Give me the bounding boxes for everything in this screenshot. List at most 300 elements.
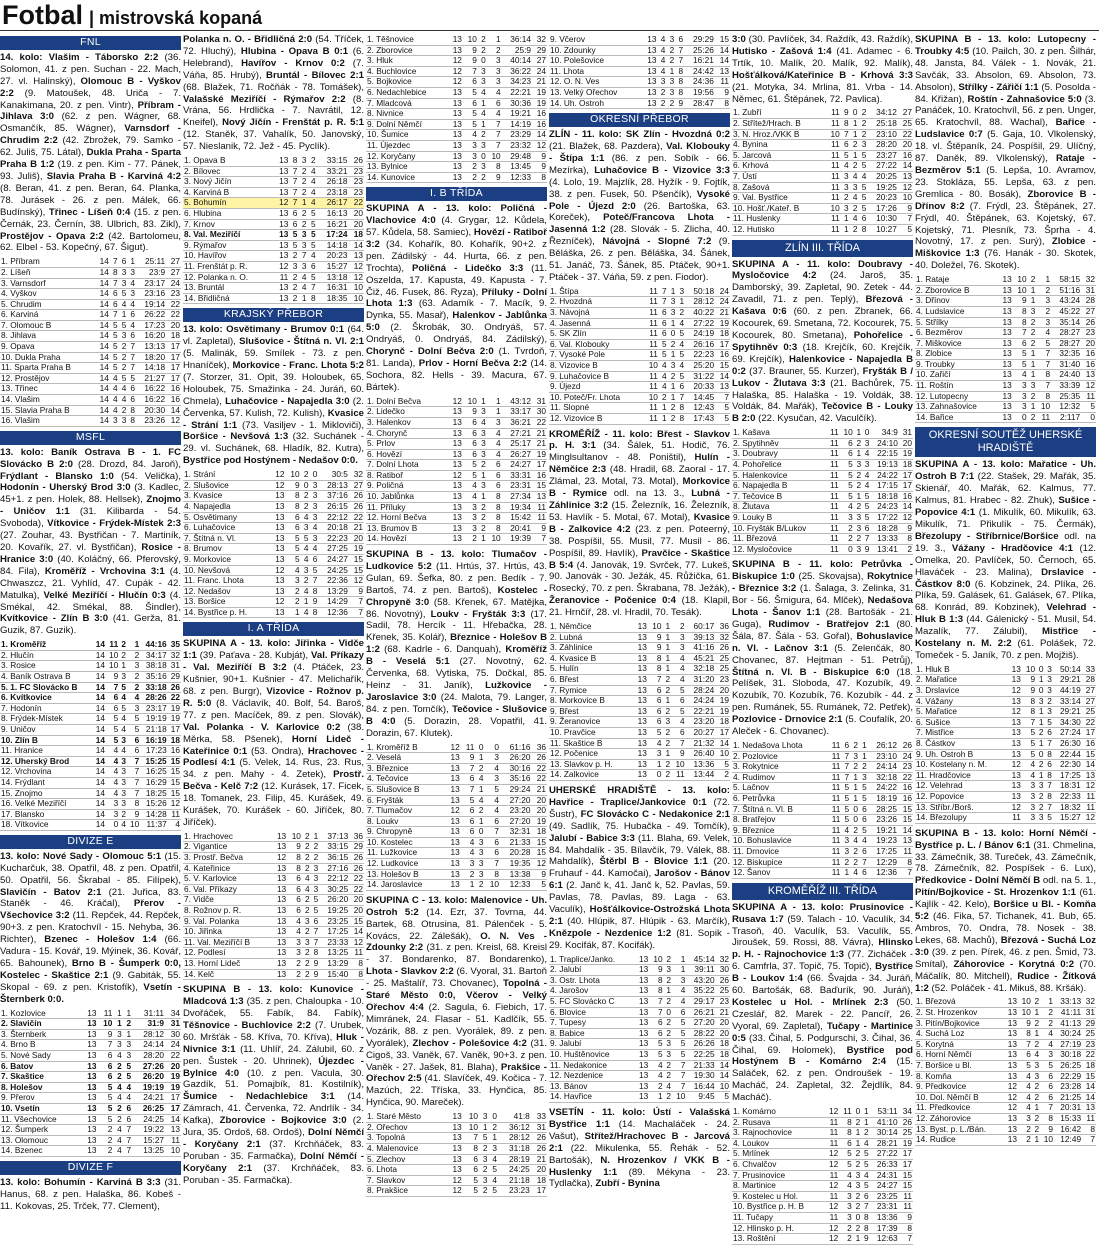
stat-cell: 6 bbox=[648, 696, 663, 707]
stat-cell: 4 bbox=[308, 251, 317, 262]
stat-cell: 30:5 bbox=[318, 470, 349, 480]
stat-cell: 2 bbox=[298, 209, 307, 220]
stat-cell: 4 bbox=[1018, 1103, 1032, 1114]
stat-cell: 22:30 bbox=[1053, 760, 1082, 771]
standings-row bbox=[732, 203, 913, 214]
stat-cell: 15 bbox=[349, 916, 364, 927]
stat-cell: 12 bbox=[168, 799, 181, 810]
stat-cell: 5 bbox=[119, 703, 127, 714]
team-name: 4. Karviná B bbox=[183, 187, 274, 198]
stat-cell: 29:21 bbox=[1053, 707, 1082, 718]
stat-cell: 2 bbox=[657, 87, 666, 98]
team-name: 1. Štípa bbox=[549, 287, 644, 297]
stat-cell: 2 bbox=[664, 955, 672, 965]
match-report: SKUPINA A - 13. kolo: Jiřinka - Vidče 1:1 (39. Paťava - 28. Kubját), Val. Příkazy - Val. Meziříčí B 3:2 (4. Ptáček, 23. Kušnier, 90+1. Kušnier - 47. Melichařík, 68. z pen. Burgr), Vizovice - Rožnov p. R. 5:0 (8. Václavík, 40. Bolf, 54. Baroš, 77. z pen. Macíček, 89. z pen. Slovák), Val. Polanka - V. Karlovice 0:2 (38. Měrka, 58. Pšenek), Horní Lideč - Kateřinice 0:1 (53. Ondra), Hrachovec - Podlesí 4:1 (5. Velek, 14. Rus, 23. Rus, 34. z pen. Mahy - 4. Zetek), Prostř. Bečva - Kelč 7:2 (12. Kurásek, 17. Ficek, 18. Tomanek, 23. Filip, 45. Kurášek, 49. Kurášek, 70. Kurášek - 60. Jiříček, 80. Jiříček). bbox=[183, 638, 365, 828]
stat-cell: 58:15 bbox=[1051, 275, 1081, 285]
stat-cell: 2 bbox=[662, 685, 671, 696]
stat-cell: 18 bbox=[166, 331, 181, 342]
team-name: 13. Třinec bbox=[0, 384, 95, 395]
standings-row bbox=[549, 1060, 730, 1071]
stat-cell: 13 bbox=[633, 622, 648, 632]
stat-cell: 2 bbox=[850, 224, 859, 235]
stat-cell: 1 bbox=[853, 1138, 861, 1149]
stat-cell: 5 bbox=[463, 119, 478, 130]
stat-cell: 3 bbox=[298, 230, 307, 241]
stat-cell: 16:29 bbox=[140, 777, 167, 788]
stat-cell: 7 bbox=[487, 140, 502, 151]
stat-cell: 21 bbox=[531, 784, 547, 795]
stat-cell: 14 bbox=[93, 799, 106, 810]
stat-cell: 0 bbox=[850, 815, 859, 826]
team-name: 6. Hovězí bbox=[366, 449, 448, 460]
standings-table bbox=[549, 35, 730, 109]
stat-cell: 4 bbox=[119, 693, 127, 704]
stat-cell: 3 bbox=[1036, 317, 1051, 328]
stat-cell: 23:26 bbox=[868, 815, 898, 826]
stat-cell: 13 bbox=[1004, 1113, 1018, 1124]
stat-cell: 13 bbox=[1082, 1103, 1096, 1114]
stat-cell: 4 bbox=[858, 172, 867, 183]
stat-cell: 3 bbox=[311, 874, 320, 885]
standings-row bbox=[366, 837, 547, 848]
stat-cell: 11 bbox=[1082, 791, 1096, 802]
standings-row bbox=[549, 361, 730, 372]
stat-cell: 2 bbox=[1028, 317, 1037, 328]
stat-cell: 14 bbox=[93, 746, 106, 757]
stat-cell: 23:20 bbox=[500, 806, 531, 817]
stat-cell: 4 bbox=[478, 87, 487, 98]
stat-cell: 7 bbox=[659, 297, 668, 308]
stat-cell: 26 bbox=[349, 491, 364, 502]
team-name: 7. Miškovice bbox=[915, 338, 998, 349]
stat-cell: 13 bbox=[270, 491, 285, 502]
stat-cell: 14 bbox=[93, 809, 106, 820]
stat-cell: 6 bbox=[487, 460, 502, 471]
stat-cell: 21 bbox=[532, 428, 547, 439]
standings-row bbox=[915, 791, 1096, 802]
stat-cell: 4 bbox=[168, 820, 181, 831]
stat-cell: 7 bbox=[485, 859, 501, 870]
stat-cell: 1 bbox=[853, 1234, 861, 1245]
team-name: 11. Hradčovice bbox=[915, 770, 1008, 781]
standings-row bbox=[183, 187, 364, 198]
stat-cell: 6 bbox=[289, 219, 298, 230]
team-name: 1. Nedašova Lhota bbox=[732, 741, 827, 751]
stat-cell: 3 bbox=[664, 1050, 672, 1061]
stat-cell: 14 bbox=[95, 373, 110, 384]
standings-row bbox=[915, 707, 1096, 718]
stat-cell: 4 bbox=[113, 1135, 122, 1146]
team-name: 10. Nevšová bbox=[183, 565, 270, 576]
stat-cell: 13 bbox=[448, 87, 463, 98]
stat-cell: 8 bbox=[1036, 391, 1051, 402]
stat-cell: 4 bbox=[485, 806, 501, 817]
team-name: 9. Újezd bbox=[549, 382, 644, 393]
stat-cell: 11 bbox=[644, 350, 659, 361]
stat-cell: 4 bbox=[106, 788, 119, 799]
stat-cell: 1 bbox=[311, 832, 320, 842]
stat-cell: 5 bbox=[531, 880, 547, 891]
stat-cell: 3 bbox=[479, 1112, 489, 1122]
stat-cell: 14 bbox=[532, 130, 547, 141]
stat-cell: 4 bbox=[862, 449, 870, 460]
stat-cell: 3 bbox=[478, 407, 487, 418]
stat-cell: 13 bbox=[998, 317, 1013, 328]
stat-cell: 14 bbox=[95, 384, 110, 395]
stat-cell: 11 bbox=[827, 868, 841, 879]
standings-row bbox=[366, 428, 547, 439]
team-name: 4. Pohořelice bbox=[732, 460, 826, 471]
stat-cell: 4 bbox=[127, 693, 140, 704]
stat-cell: 5 bbox=[672, 1050, 686, 1061]
stat-cell: 3 bbox=[478, 66, 487, 77]
stat-cell: 1 bbox=[1028, 285, 1037, 296]
stat-cell: 7 bbox=[1018, 1039, 1032, 1050]
stat-cell: 2 bbox=[657, 98, 666, 109]
stat-cell: 14 bbox=[93, 650, 106, 661]
stat-cell: 2 bbox=[1032, 1018, 1040, 1029]
standings-row bbox=[366, 1186, 547, 1197]
stat-cell: 2 bbox=[853, 1160, 861, 1171]
standings-row bbox=[0, 278, 181, 289]
team-name: 9. Val. Polanka bbox=[183, 916, 272, 927]
team-name: 12. Prostějov bbox=[0, 373, 95, 384]
stat-cell: 5 bbox=[110, 342, 119, 353]
stat-cell: 2 bbox=[859, 762, 868, 773]
stat-cell: 32 bbox=[1081, 275, 1096, 285]
stat-cell: 22:33 bbox=[1053, 791, 1082, 802]
stat-cell: 8 bbox=[1013, 317, 1028, 328]
stat-cell: 31 bbox=[168, 661, 181, 672]
stat-cell: 1 bbox=[478, 98, 487, 109]
stat-cell: 3 bbox=[1044, 707, 1052, 718]
stat-cell: 16 bbox=[1082, 739, 1096, 750]
team-name: 14. Uh. Ostroh bbox=[549, 98, 642, 109]
stat-cell: 8 bbox=[286, 491, 301, 502]
stat-cell: 33:21 bbox=[317, 166, 349, 177]
stat-cell: 14 bbox=[95, 342, 110, 353]
stat-cell: 2 bbox=[119, 640, 127, 650]
stat-cell: 3 bbox=[662, 717, 671, 728]
stat-cell: 7 bbox=[311, 937, 320, 948]
stat-cell: 3 bbox=[301, 565, 310, 576]
standings-row bbox=[183, 832, 364, 842]
stat-cell: 23:10 bbox=[867, 129, 898, 140]
stat-cell: 13 bbox=[272, 832, 287, 842]
standings-row bbox=[732, 119, 913, 130]
stat-cell: 34:23 bbox=[502, 77, 532, 88]
stat-cell: 2 bbox=[850, 825, 859, 836]
stat-cell: 11 bbox=[98, 1009, 114, 1019]
stat-cell: 7 bbox=[649, 997, 663, 1008]
stat-cell: 41:10 bbox=[870, 1117, 899, 1128]
stat-cell: 2 bbox=[668, 413, 677, 424]
stat-cell: 11 bbox=[644, 403, 659, 414]
stat-cell: 5 bbox=[123, 1072, 132, 1083]
stat-cell: 13 bbox=[448, 460, 463, 471]
stat-cell: 7 bbox=[1044, 739, 1052, 750]
stat-cell: 26:27 bbox=[502, 449, 532, 460]
stat-cell: 2 bbox=[487, 45, 502, 56]
stat-cell: 5 bbox=[1013, 359, 1028, 370]
stat-cell: 2 bbox=[839, 1234, 853, 1245]
stat-cell: 6 bbox=[461, 827, 476, 838]
stat-cell: 5 bbox=[659, 339, 668, 350]
team-name: 7. Ústí bbox=[732, 172, 826, 183]
stat-cell: 5 bbox=[1022, 749, 1036, 760]
stat-cell: 9 bbox=[532, 151, 547, 162]
team-name: 8. Frýdek-Místek bbox=[0, 714, 93, 725]
standings-row bbox=[732, 751, 913, 762]
team-name: 12. Hutisko bbox=[732, 224, 826, 235]
stat-cell: 4 bbox=[850, 836, 859, 847]
stat-cell: 10 bbox=[716, 1081, 730, 1092]
stat-cell: 18:18 bbox=[870, 491, 899, 502]
stat-cell: 2 bbox=[715, 770, 730, 781]
stat-cell: 7 bbox=[672, 1071, 686, 1082]
standings-row bbox=[0, 788, 181, 799]
standings-row bbox=[732, 1181, 913, 1192]
stat-cell: 13 bbox=[635, 986, 649, 997]
stat-cell: 1 bbox=[1032, 1008, 1040, 1019]
stat-cell: 4 bbox=[676, 339, 685, 350]
stat-cell: 1 bbox=[850, 793, 859, 804]
stat-cell: 6 bbox=[1018, 1050, 1032, 1061]
stat-cell: 14 bbox=[95, 352, 110, 363]
stat-cell: 26 bbox=[349, 853, 364, 864]
standings-row bbox=[183, 576, 364, 587]
stat-cell: 10 bbox=[648, 622, 663, 632]
stat-cell: 22 bbox=[349, 512, 364, 523]
stat-cell: 16:20 bbox=[136, 331, 166, 342]
stat-cell: 13 bbox=[448, 162, 463, 173]
standings-row bbox=[183, 937, 364, 948]
standings-row bbox=[183, 959, 364, 970]
stat-cell: 29 bbox=[168, 672, 181, 683]
league-header: ZLÍN III. TŘÍDA bbox=[732, 240, 913, 257]
stat-cell: 5 bbox=[106, 714, 119, 725]
stat-cell: 11 bbox=[899, 1191, 913, 1202]
stat-cell: 28:27 bbox=[1051, 328, 1081, 339]
stat-cell: 4 bbox=[839, 1170, 853, 1181]
stat-cell: 3 bbox=[668, 308, 677, 319]
stat-cell: 2 bbox=[854, 534, 862, 545]
stat-cell: 22 bbox=[168, 693, 181, 704]
stat-cell: 14 bbox=[1082, 760, 1096, 771]
stat-cell: 2 bbox=[478, 45, 487, 56]
stat-cell: 24:40 bbox=[1051, 370, 1081, 381]
team-name: 7. Olomouc B bbox=[0, 320, 95, 331]
stat-cell: 7 bbox=[898, 868, 913, 879]
stat-cell: 9 bbox=[861, 1234, 869, 1245]
stat-cell: 28:20 bbox=[867, 140, 898, 151]
stat-cell: 8 bbox=[487, 162, 502, 173]
stat-cell: 2 bbox=[664, 1028, 672, 1039]
stat-cell: 15 bbox=[531, 848, 547, 859]
stat-cell: 7 bbox=[487, 130, 502, 141]
standings-row bbox=[366, 407, 547, 418]
standings-row bbox=[0, 820, 181, 831]
standings-row bbox=[732, 449, 913, 460]
stat-cell: 6 bbox=[463, 449, 478, 460]
team-name: 3. Ostr. Lhota bbox=[549, 975, 635, 986]
stat-cell: 2 bbox=[463, 162, 478, 173]
stat-cell: 11 bbox=[826, 119, 841, 130]
stat-cell: 21 bbox=[716, 1007, 730, 1018]
stat-cell: 7 bbox=[127, 767, 140, 778]
team-name: 14. Bzenec bbox=[0, 1146, 82, 1157]
stat-cell: 4 bbox=[302, 874, 311, 885]
stat-cell: 2 bbox=[98, 1135, 114, 1146]
stat-cell: 13 bbox=[445, 816, 461, 827]
team-name: 2. Spytihněv bbox=[732, 438, 826, 449]
standings-row bbox=[732, 513, 913, 524]
standings-row bbox=[366, 397, 547, 407]
stat-cell: 6 bbox=[110, 289, 119, 300]
stat-cell: 22 bbox=[1082, 717, 1096, 728]
stat-cell: 4 bbox=[671, 717, 686, 728]
stat-cell: 21 bbox=[532, 77, 547, 88]
team-name: 5. Korytná bbox=[915, 1039, 1004, 1050]
stat-cell: 13 bbox=[272, 969, 287, 980]
stat-cell: 26:20 bbox=[500, 753, 531, 764]
stat-cell: 13 bbox=[270, 512, 285, 523]
column-2 bbox=[183, 34, 365, 1186]
stat-cell: 13 bbox=[635, 1060, 649, 1071]
stat-cell: 2 bbox=[1036, 791, 1044, 802]
stat-cell: 13 bbox=[82, 1029, 98, 1040]
stat-cell: 13 bbox=[274, 209, 289, 220]
standings-row bbox=[183, 927, 364, 938]
standings-row bbox=[915, 781, 1096, 792]
stat-cell: 6 bbox=[127, 310, 136, 321]
stat-cell: 4 bbox=[657, 35, 666, 45]
stat-cell: 1 bbox=[659, 403, 668, 414]
stat-cell: 3 bbox=[657, 77, 666, 88]
stat-cell: 31:9 bbox=[132, 1019, 165, 1030]
stat-cell: 31 bbox=[532, 397, 547, 407]
stat-cell: 12:36 bbox=[318, 607, 349, 618]
stat-cell: 13 bbox=[633, 653, 648, 664]
stat-cell: 13 bbox=[532, 492, 547, 503]
standings-row bbox=[732, 846, 913, 857]
standings-row bbox=[915, 1071, 1096, 1082]
team-name: 1. Těšnovice bbox=[366, 35, 448, 45]
stat-cell: 17 bbox=[168, 724, 181, 735]
stat-cell: 13:36 bbox=[870, 1213, 899, 1224]
stat-cell: 1 bbox=[854, 428, 862, 438]
stat-cell: 11 bbox=[825, 1138, 839, 1149]
stat-cell: 5 bbox=[858, 150, 867, 161]
stat-cell: 13 bbox=[1004, 1008, 1018, 1019]
stat-cell: 21 bbox=[532, 439, 547, 450]
stat-cell: 10 bbox=[644, 361, 659, 372]
stat-cell: 14 bbox=[95, 289, 110, 300]
stat-cell: 26:16 bbox=[685, 339, 715, 350]
team-name: 13. Olomouc bbox=[0, 1135, 82, 1146]
stat-cell: 20:33 bbox=[685, 382, 715, 393]
stat-cell: 5 bbox=[286, 554, 301, 565]
stat-cell: 9 bbox=[311, 959, 320, 970]
stat-cell: 26:12 bbox=[868, 741, 898, 751]
stat-cell: 3 bbox=[487, 77, 502, 88]
standings-row bbox=[732, 868, 913, 879]
stat-cell: 8 bbox=[1013, 306, 1028, 317]
stat-cell: 6 bbox=[487, 470, 502, 481]
stat-cell: 43:12 bbox=[502, 397, 532, 407]
stat-cell: 14 bbox=[349, 927, 364, 938]
stat-cell: 26:26 bbox=[686, 1039, 715, 1050]
standings-row bbox=[366, 753, 547, 764]
standings-row bbox=[732, 140, 913, 151]
stat-cell: 3 bbox=[286, 576, 301, 587]
standings-row bbox=[732, 1223, 913, 1234]
stat-cell: 15 bbox=[1082, 749, 1096, 760]
columns-container bbox=[0, 34, 1099, 1244]
stat-cell: 2 bbox=[1032, 1113, 1040, 1124]
standings-table bbox=[366, 35, 547, 183]
team-name: 6. Luhačovice bbox=[183, 523, 270, 534]
stat-cell: 13 bbox=[998, 296, 1013, 307]
stat-cell: 16 bbox=[532, 109, 547, 120]
stat-cell: 10 bbox=[349, 283, 364, 294]
standings-row bbox=[183, 853, 364, 864]
stat-cell: 5 bbox=[119, 320, 128, 331]
stat-cell: 13 bbox=[82, 1072, 98, 1083]
stat-cell: 16:21 bbox=[317, 219, 349, 230]
stat-cell: 7 bbox=[123, 1146, 132, 1157]
stat-cell: 20 bbox=[531, 795, 547, 806]
team-name: 6. Kvítkovice bbox=[0, 693, 93, 704]
stat-cell: 12 bbox=[825, 1181, 839, 1192]
stat-cell: 8 bbox=[485, 869, 501, 880]
team-name: 2. Pozlovice bbox=[732, 751, 827, 762]
stat-cell: 22:21 bbox=[686, 706, 716, 717]
stat-cell: 7 bbox=[123, 1135, 132, 1146]
stat-cell: 5 bbox=[840, 491, 854, 502]
stat-cell: 3 bbox=[309, 533, 318, 544]
stat-cell: 8 bbox=[1040, 1113, 1054, 1124]
stat-cell: 9 bbox=[899, 523, 913, 534]
team-name: 6. Bezměrov bbox=[915, 328, 998, 339]
standings-row bbox=[183, 470, 364, 480]
stat-cell: 17:23 bbox=[136, 320, 166, 331]
stat-cell: 1 bbox=[475, 784, 484, 795]
stat-cell: 13 bbox=[448, 449, 463, 460]
stat-cell: 21:18 bbox=[140, 724, 167, 735]
stat-cell: 4 bbox=[840, 502, 854, 513]
stat-cell: 14 bbox=[1082, 1082, 1096, 1093]
stat-cell: 25:20 bbox=[685, 361, 715, 372]
stat-cell: 11 bbox=[826, 140, 841, 151]
stat-cell: 13 bbox=[445, 880, 461, 891]
team-name: 13. Holešov B bbox=[366, 869, 445, 880]
standings-row bbox=[549, 1018, 730, 1029]
standings-row bbox=[0, 661, 181, 672]
stat-cell: 1 bbox=[1028, 296, 1037, 307]
standings-row bbox=[183, 240, 364, 251]
stat-cell: 43:20 bbox=[686, 975, 715, 986]
standings-row bbox=[0, 1135, 181, 1146]
stat-cell: 15 bbox=[168, 767, 181, 778]
stat-cell: 5 bbox=[98, 1103, 114, 1114]
team-name: 8. Vizovice B bbox=[549, 361, 644, 372]
stat-cell: 33:39 bbox=[1051, 381, 1081, 392]
stat-cell: 4 bbox=[113, 1082, 122, 1093]
team-name: 4. Jarošov bbox=[549, 986, 635, 997]
stat-cell: 6 bbox=[463, 439, 478, 450]
stat-cell: 18 bbox=[531, 827, 547, 838]
